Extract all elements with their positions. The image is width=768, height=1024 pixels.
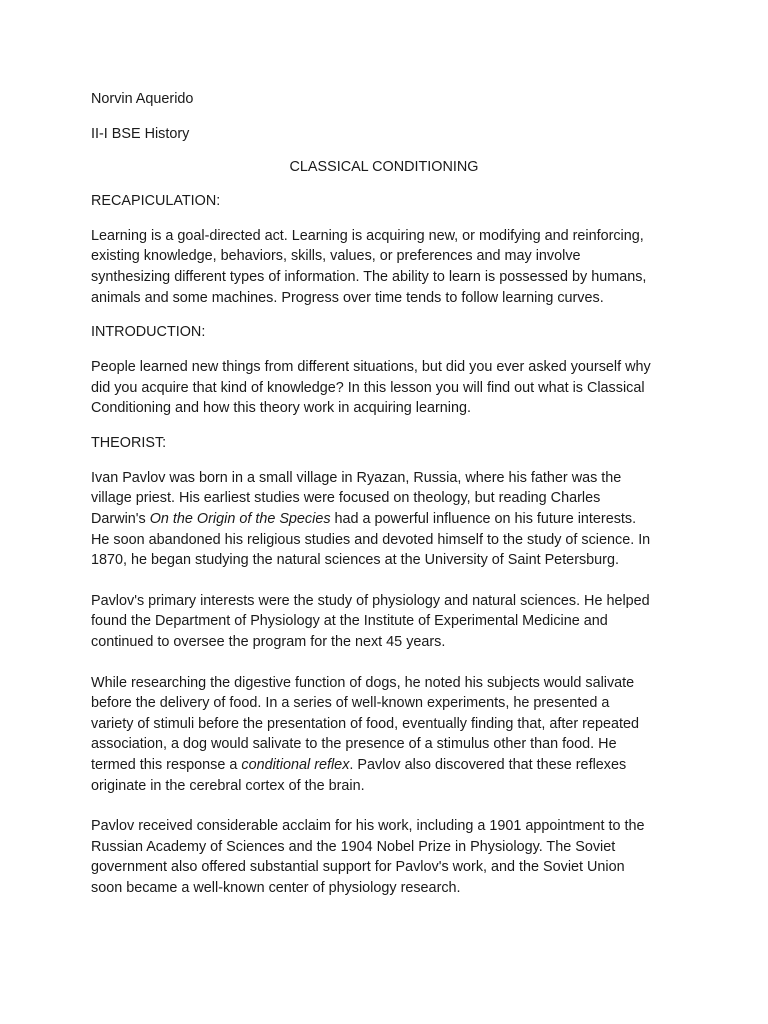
heading-recapitulation: RECAPICULATION: — [91, 192, 221, 209]
text-line: originate in the cerebral cortex of the brain. — [91, 777, 365, 794]
text-line: While researching the digestive function of dogs, he noted his subjects would salivate — [91, 674, 635, 691]
text-line: 1870, he began studying the natural sciences at the University of Saint Petersburg. — [91, 552, 619, 569]
text-run: Darwin's — [91, 511, 150, 528]
paragraph-theorist-biography — [91, 468, 691, 571]
text-line: association, a dog would salivate to the presence of a stimulus other than food. He — [91, 736, 617, 753]
text-line: did you acquire that kind of knowledge? In this lesson you will find out what is Classical — [91, 379, 645, 396]
text-line: Russian Academy of Sciences and the 1904 Nobel Prize in Physiology. The Soviet — [91, 838, 616, 855]
paragraph-theorist-interests — [91, 591, 691, 653]
author-name: Norvin Aquerido — [91, 91, 194, 107]
text-line: government also offered substantial support for Pavlov's work, and the Soviet Union — [91, 859, 625, 876]
text-run: termed this response a — [91, 757, 242, 774]
text-line: He soon abandoned his religious studies and devoted himself to the study of science. In — [91, 531, 651, 548]
text-run: had a powerful influence on his future interests. — [330, 511, 637, 528]
text-run: . Pavlov also discovered that these reflexes — [349, 757, 627, 774]
text-line: Pavlov received considerable acclaim for his work, including a 1901 appointment to the — [91, 818, 645, 835]
text-line: Learning is a goal-directed act. Learning is acquiring new, or modifying and reinforcing, — [91, 227, 644, 244]
document-body — [91, 89, 691, 913]
term-italic: conditional reflex — [241, 757, 350, 774]
paragraph-introduction — [91, 357, 691, 419]
heading-introduction: INTRODUCTION: — [91, 324, 206, 341]
class-section: II-I BSE History — [91, 125, 190, 142]
text-line: People learned new things from different situations, but did you ever asked yourself why — [91, 359, 651, 376]
paragraph-recapitulation — [91, 226, 691, 308]
text-line — [91, 509, 691, 530]
book-title-italic: On the Origin of the Species — [149, 511, 331, 528]
text-line: found the Department of Physiology at the Institute of Experimental Medicine and — [91, 613, 608, 630]
text-line: variety of stimuli before the presentation of food, eventually finding that, after repeated — [91, 715, 639, 732]
text-line: before the delivery of food. In a series of well-known experiments, he presented a — [91, 695, 610, 712]
text-line: animals and some machines. Progress over time tends to follow learning curves. — [91, 289, 604, 306]
text-line — [91, 755, 691, 776]
heading-theorist: THEORIST: — [91, 434, 167, 451]
paragraph-theorist-acclaim — [91, 816, 691, 898]
text-line: village priest. His earliest studies were focused on theology, but reading Charles — [91, 490, 601, 507]
paragraph-theorist-experiments — [91, 673, 691, 797]
text-line: Pavlov's primary interests were the study of physiology and natural sciences. He helped — [91, 592, 650, 609]
text-line: existing knowledge, behaviors, skills, values, or preferences and may involve — [91, 248, 581, 265]
text-line: synthesizing different types of information. The ability to learn is possessed by humans, — [91, 268, 647, 285]
text-line: soon became a well-known center of physiology research. — [91, 879, 461, 896]
text-line: Ivan Pavlov was born in a small village in Ryazan, Russia, where his father was the — [91, 469, 622, 486]
text-line: continued to oversee the program for the next 45 years. — [91, 634, 446, 651]
document-title: CLASSICAL CONDITIONING — [289, 159, 479, 176]
text-line: Conditioning and how this theory work in acquiring learning. — [91, 400, 471, 417]
